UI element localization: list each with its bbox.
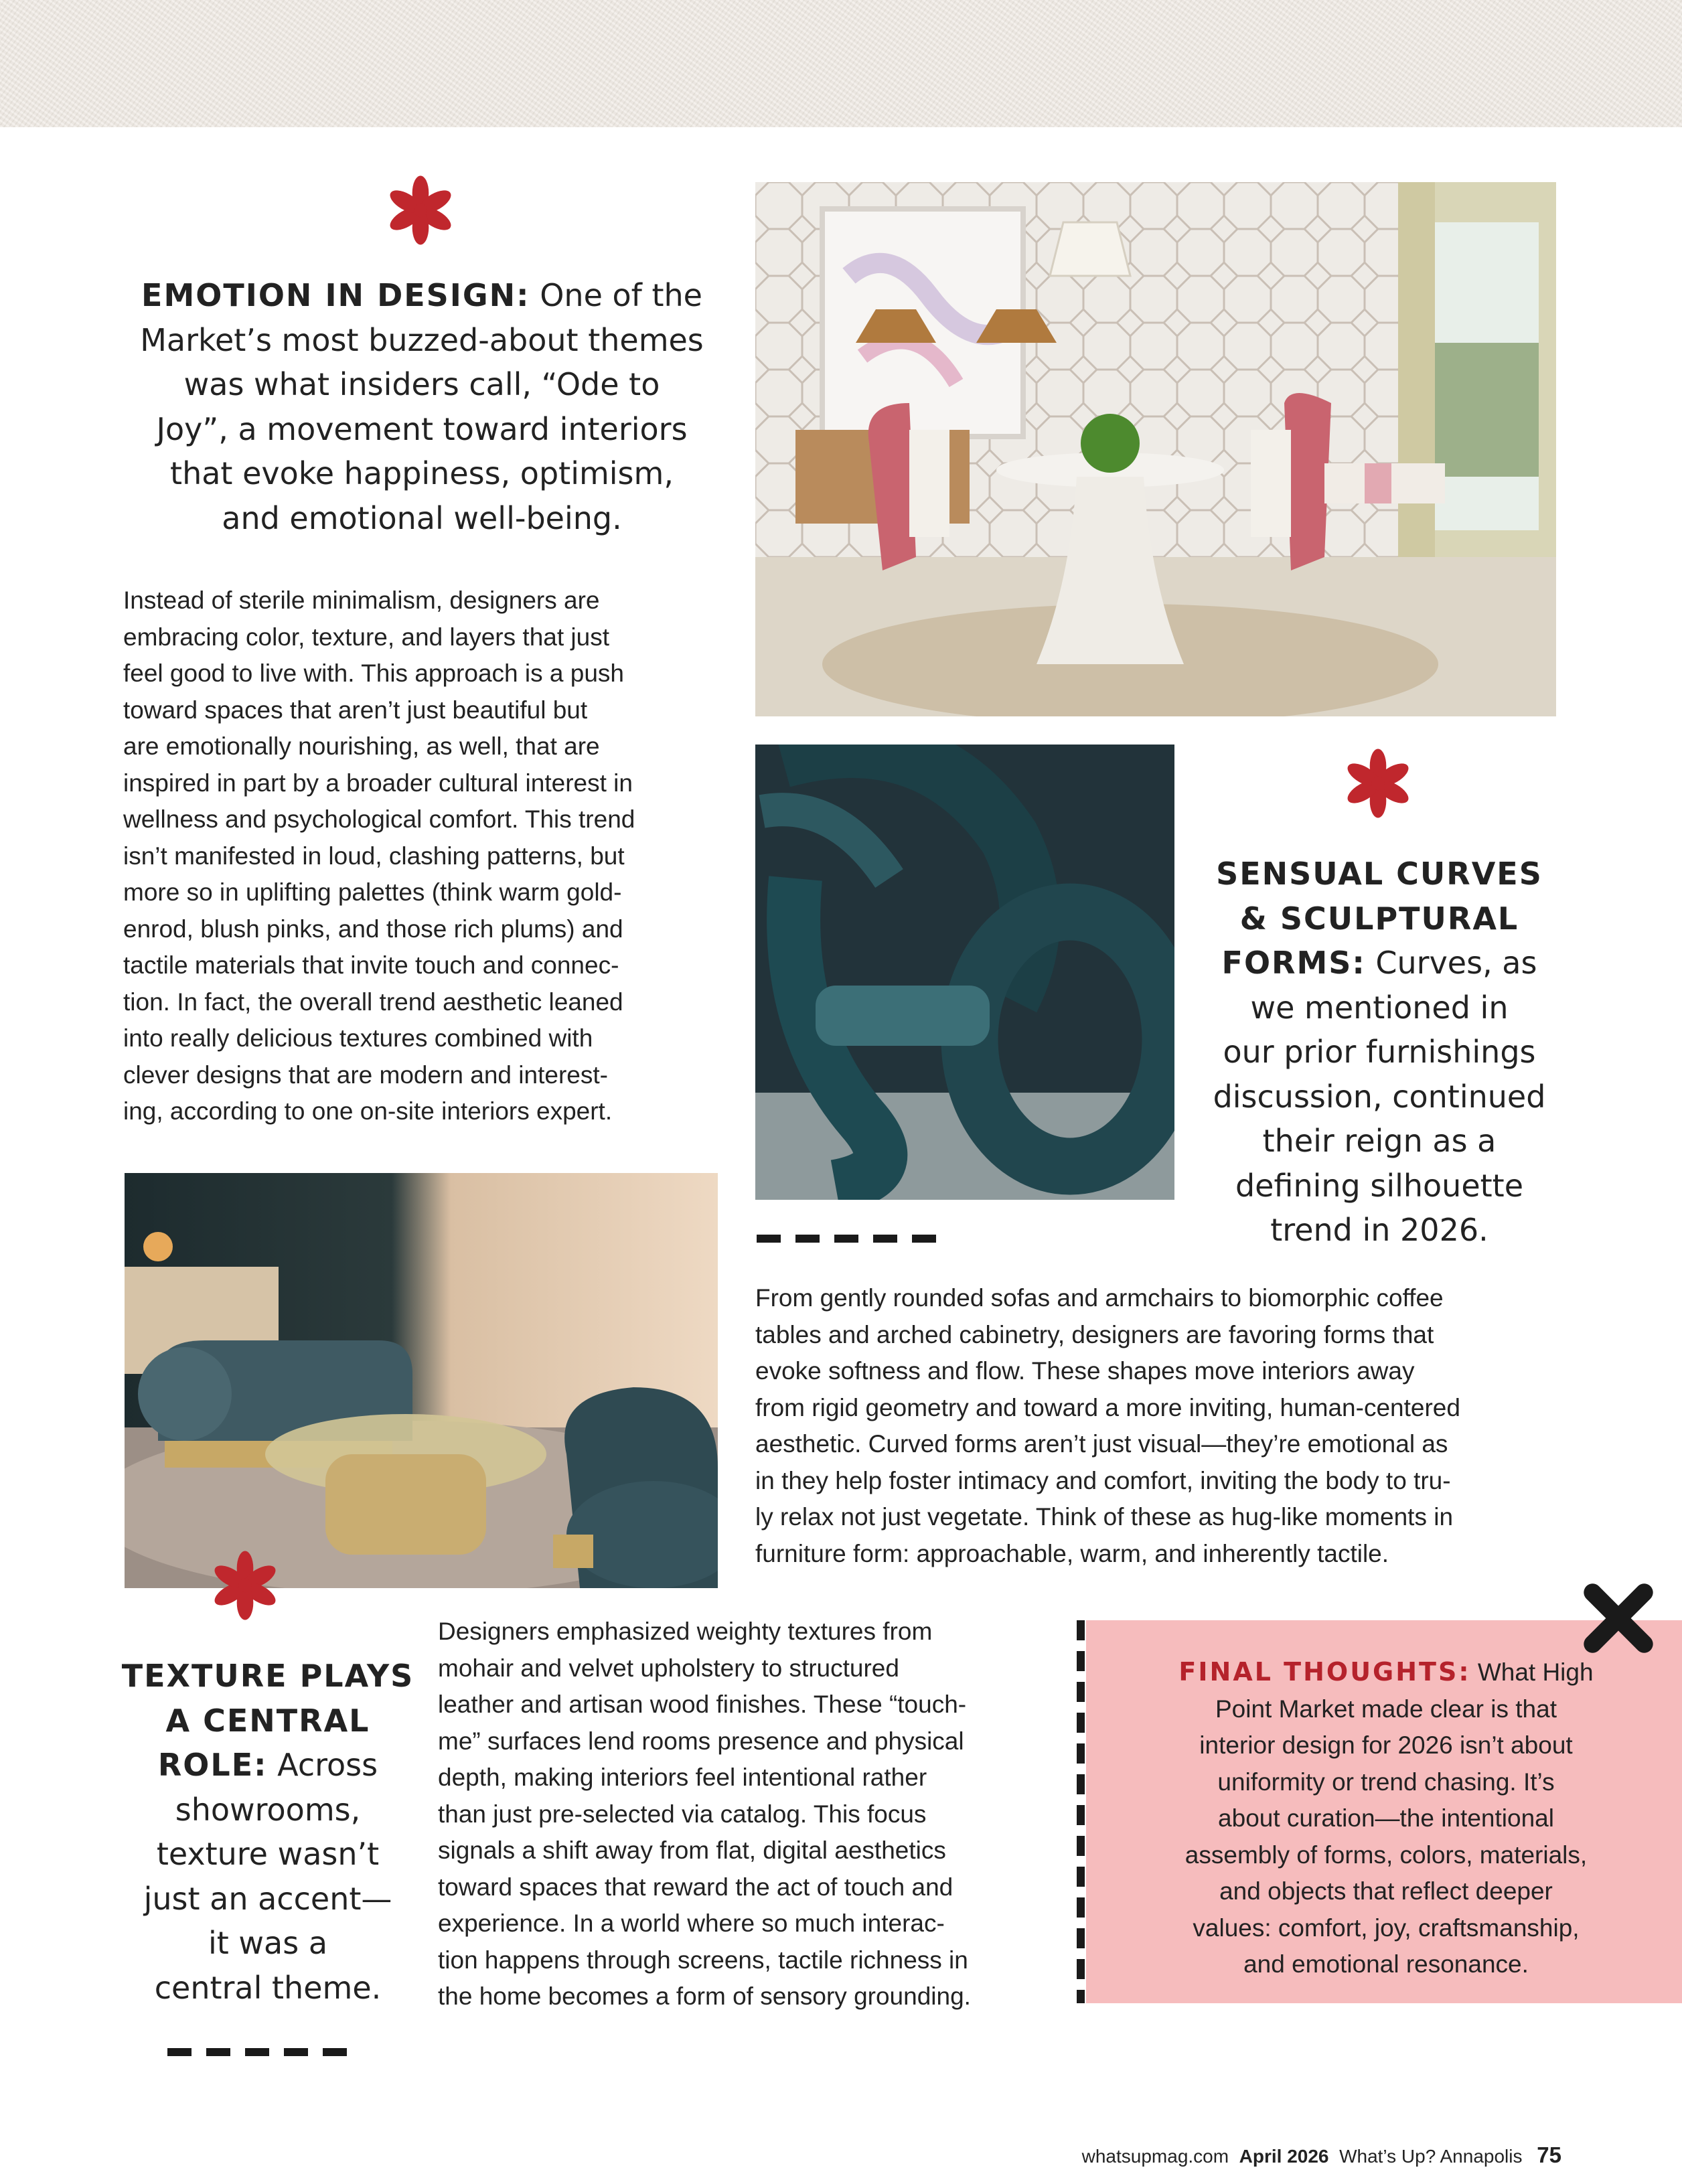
emotion-body bbox=[123, 582, 739, 1130]
body-line: tion. In fact, the overall trend aesthetic leaned bbox=[123, 988, 623, 1016]
body-line: evoke softness and flow. These shapes move interiors away bbox=[755, 1357, 1415, 1385]
body-line: toward spaces that aren’t just beautiful but bbox=[123, 696, 588, 724]
curves-line: their reign as a bbox=[1262, 1123, 1497, 1159]
body-line: furniture form: approachable, warm, and inherently tactile. bbox=[755, 1539, 1389, 1567]
texture-body bbox=[438, 1614, 1067, 2015]
texture-lead: A CENTRAL bbox=[165, 1702, 370, 1739]
body-line: ing, according to one on-site interiors expert. bbox=[123, 1097, 613, 1125]
texture-lead: TEXTURE PLAYS bbox=[121, 1658, 414, 1694]
body-line: clever designs that are modern and interest- bbox=[123, 1061, 608, 1089]
body-line: than just pre-selected via catalog. This focus bbox=[438, 1800, 927, 1828]
final-line: about curation—the intentional bbox=[1218, 1804, 1554, 1832]
texture-lead: ROLE: bbox=[157, 1747, 268, 1783]
body-line: feel good to live with. This approach is a push bbox=[123, 659, 624, 687]
final-line: uniformity or trend chasing. It’s bbox=[1217, 1768, 1555, 1796]
emotion-line: was what insiders call, “Ode to bbox=[183, 366, 660, 402]
curves-line: discussion, continued bbox=[1213, 1078, 1546, 1115]
curves-line: defining silhouette bbox=[1235, 1167, 1524, 1204]
body-line: inspired in part by a broader cultural interest in bbox=[123, 769, 633, 797]
paper-texture-header bbox=[0, 0, 1682, 127]
curves-line: our prior furnishings bbox=[1223, 1034, 1536, 1070]
curves-lede bbox=[1192, 852, 1567, 1253]
sculptural-chair-photo bbox=[755, 745, 1174, 1200]
curves-lead: & SCULPTURAL bbox=[1239, 900, 1519, 937]
body-line: experience. In a world where so much interac- bbox=[438, 1909, 945, 1937]
emotion-line: Joy”, a movement toward interiors bbox=[156, 410, 688, 447]
body-line: me” surfaces lend rooms presence and physical bbox=[438, 1727, 964, 1755]
body-line: mohair and velvet upholstery to structured bbox=[438, 1654, 899, 1682]
emotion-lead: EMOTION IN DESIGN: bbox=[141, 277, 530, 313]
body-line: depth, making interiors feel intentional rather bbox=[438, 1764, 927, 1791]
final-line: values: comfort, joy, craftsmanship, bbox=[1193, 1914, 1580, 1942]
texture-line: just an accent— bbox=[143, 1880, 392, 1917]
page-footer bbox=[1082, 2142, 1561, 2168]
emotion-line: One of the bbox=[540, 277, 702, 313]
final-line: assembly of forms, colors, materials, bbox=[1184, 1841, 1588, 1869]
body-line: embracing color, texture, and layers that just bbox=[123, 623, 609, 651]
texture-line: texture wasn’t bbox=[156, 1836, 380, 1872]
body-line: leather and artisan wood finishes. These “touch- bbox=[438, 1691, 967, 1718]
final-line: What High bbox=[1477, 1658, 1594, 1686]
body-line: wellness and psychological comfort. This trend bbox=[123, 805, 635, 833]
body-line: From gently rounded sofas and armchairs to biomorphic coffee bbox=[755, 1284, 1444, 1312]
texture-line: it was a bbox=[208, 1925, 328, 1961]
body-line: signals a shift away from flat, digital aesthetics bbox=[438, 1837, 946, 1864]
dining-room-photo bbox=[755, 182, 1556, 716]
footer-date: April 2026 bbox=[1239, 2146, 1329, 2167]
x-mark-icon bbox=[1582, 1581, 1655, 1655]
body-line: the home becomes a form of sensory grounding. bbox=[438, 1982, 971, 2010]
curves-lead: SENSUAL CURVES bbox=[1216, 856, 1543, 892]
final-line: and emotional resonance. bbox=[1243, 1950, 1529, 1978]
body-line: aesthetic. Curved forms aren’t just visual—they’re emotional as bbox=[755, 1430, 1448, 1458]
flower-icon bbox=[1341, 746, 1416, 821]
emotion-line: and emotional well-being. bbox=[222, 499, 622, 536]
emotion-lede bbox=[107, 273, 737, 540]
texture-line: showrooms, bbox=[175, 1791, 361, 1828]
body-line: Designers emphasized weighty textures from bbox=[438, 1618, 933, 1645]
body-line: Instead of sterile minimalism, designers are bbox=[123, 587, 600, 614]
body-line: into really delicious textures combined with bbox=[123, 1024, 593, 1052]
texture-lede bbox=[107, 1654, 429, 2010]
flower-icon bbox=[383, 173, 458, 248]
final-line: and objects that reflect deeper bbox=[1219, 1877, 1553, 1905]
final-line: interior design for 2026 isn’t about bbox=[1199, 1731, 1573, 1759]
body-line: are emotionally nourishing, as well, that are bbox=[123, 732, 600, 760]
texture-line: central theme. bbox=[154, 1969, 382, 2006]
body-line: tion happens through screens, tactile richness in bbox=[438, 1946, 968, 1974]
emotion-line: Market’s most buzzed-about themes bbox=[140, 321, 704, 358]
body-line: isn’t manifested in loud, clashing patterns, but bbox=[123, 842, 625, 870]
body-line: from rigid geometry and toward a more inviting, human-centered bbox=[755, 1393, 1460, 1421]
curves-line: trend in 2026. bbox=[1270, 1212, 1488, 1248]
body-line: in they help foster intimacy and comfort, inviting the body to tru- bbox=[755, 1466, 1451, 1494]
final-thoughts-text bbox=[1105, 1654, 1667, 1983]
curves-line: Curves, as bbox=[1375, 945, 1537, 981]
living-room-photo bbox=[125, 1173, 718, 1588]
curves-line: we mentioned in bbox=[1250, 989, 1509, 1026]
curves-lead: FORMS: bbox=[1221, 945, 1366, 981]
emotion-line: that evoke happiness, optimism, bbox=[170, 455, 674, 491]
dash-divider bbox=[167, 2048, 347, 2056]
body-line: ly relax not just vegetate. Think of these as hug-like moments in bbox=[755, 1503, 1454, 1531]
body-line: more so in uplifting palettes (think warm gold- bbox=[123, 878, 622, 906]
body-line: toward spaces that reward the act of touch and bbox=[438, 1873, 953, 1901]
footer-magazine: What’s Up? Annapolis bbox=[1339, 2146, 1523, 2167]
final-line: Point Market made clear is that bbox=[1215, 1695, 1557, 1723]
body-line: tactile materials that invite touch and connec- bbox=[123, 951, 619, 979]
dash-divider bbox=[757, 1235, 936, 1243]
body-line: tables and arched cabinetry, designers are favoring forms that bbox=[755, 1320, 1434, 1348]
texture-line: Across bbox=[277, 1747, 378, 1783]
final-lead: FINAL THOUGHTS: bbox=[1178, 1657, 1471, 1687]
flower-icon bbox=[208, 1548, 283, 1623]
curves-body bbox=[755, 1280, 1586, 1572]
dashed-border bbox=[1077, 1620, 1085, 2003]
footer-site: whatsupmag.com bbox=[1081, 2146, 1229, 2167]
page-number: 75 bbox=[1537, 2142, 1561, 2167]
body-line: enrod, blush pinks, and those rich plums) and bbox=[123, 915, 623, 943]
